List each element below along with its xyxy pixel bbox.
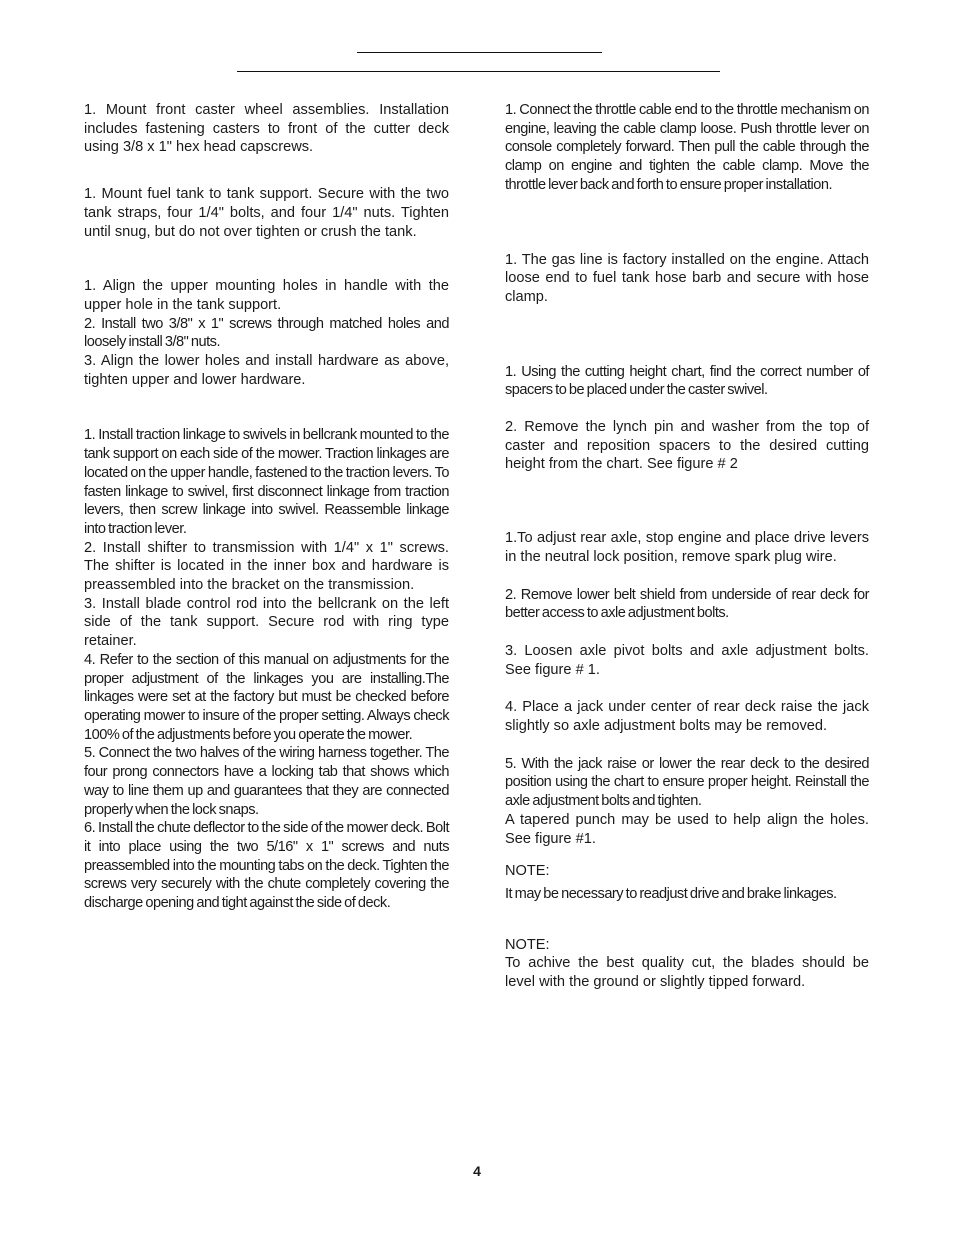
header-rule-short [357,52,602,53]
paragraph: 5. With the jack raise or lower the rear deck to the desired position using the chart to ensure proper height. Reinstall the axle adjustment bolts and tighten. [505,755,869,810]
paragraph: 1. Align the upper mounting holes in handle with the upper hole in the tank support. [84,278,449,313]
paragraph: 2. Install two 3/8" x 1" screws through matched holes and loosely install 3/8" nuts. [84,315,449,351]
paragraph: 2. Install shifter to transmission with 1/4" x 1" screws. The shifter is located in the inner box and hardware is preassembled into the bracket on the transmission. [84,539,449,594]
paragraph: 1. Using the cutting height chart, find the correct number of spacers to be placed under the caster swivel. [505,363,869,399]
paragraph: 4. Place a jack under center of rear deck raise the jack slightly so axle adjustment bolts may be removed. [505,699,869,735]
paragraph: 4. Refer to the section of this manual on adjustments for the proper adjustment of the linkages you are installing.The linkages were set at the factory but must be checked before operating mower to insure of the proper setting. Always check 100% of the adjustments before you operate the mower. [84,651,449,743]
paragraph: 3. Install blade control rod into the bellcrank on the left side of the tank support. Secure rod with ring type retainer. [84,595,449,650]
note-label: NOTE: [505,936,550,953]
paragraph: A tapered punch may be used to help align the holes. See figure #1. [505,811,869,847]
paragraph: 6. Install the chute deflector to the side of the mower deck. Bolt it into place using the two 5/16" x 1" screws and nuts preassembled into the mounting tabs on the deck. Tighten the screws very securely with the chute completely covering the discharge opening and tight against the side of deck. [84,820,449,912]
paragraph: 1. Install traction linkage to swivels in bellcrank mounted to the tank support on each side of the mower. Traction linkages are located on the upper handle, fastened to the traction levers. To fasten linkage to swivel, first disconnect linkage from traction levers, then screw linkage into swivel. Reassemble linkage into traction lever. [84,427,449,537]
paragraph: 2. Remove the lynch pin and washer from the top of caster and reposition spacers to the desired cutting height from the chart. See figure # 2 [505,419,869,473]
paragraph: 5. Connect the two halves of the wiring harness together. The four prong connectors have a locking tab that shows which way to line them up and guarantees that they are connected properly when the lock snaps. [84,745,449,818]
paragraph: To achive the best quality cut, the blades should be level with the ground or slightly tipped forward. [505,955,869,991]
paragraph: 3. Loosen axle pivot bolts and axle adjustment bolts. See figure # 1. [505,642,869,678]
paragraph: 1. Mount fuel tank to tank support. Secure with the two tank straps, four 1/4" bolts, and four 1/4" nuts. Tighten until snug, but do not over tighten or crush the tank. [84,186,449,240]
paragraph: 2. Remove lower belt shield from underside of rear deck for better access to axle adjustment bolts. [505,586,869,622]
right-column [505,101,869,992]
paragraph: 1. Mount front caster wheel assemblies. Installation includes fastening casters to front of the cutter deck using 3/8 x 1" hex head capscrews. [84,102,449,156]
paragraph: 3. Align the lower holes and install hardware as above, tighten upper and lower hardware. [84,353,449,388]
paragraph: 1. Connect the throttle cable end to the throttle mechanism on engine, leaving the cable clamp loose. Push throttle lever on console completely forward. Then pull the cable through the clamp on engine and tighten the cable clamp. Move the throttle lever back and forth to ensure proper installation. [505,102,869,193]
paragraph: 1.To adjust rear axle, stop engine and place drive levers in the neutral lock position, remove spark plug wire. [505,530,869,565]
paragraph: 1. The gas line is factory installed on the engine. Attach loose end to fuel tank hose barb and secure with hose clamp. [505,251,869,305]
left-column [84,101,449,913]
paragraph: It may be necessary to readjust drive and brake linkages. [505,885,837,902]
note-label: NOTE: [505,863,550,880]
page-number: 4 [473,1163,481,1179]
header-rule-long [237,71,720,72]
